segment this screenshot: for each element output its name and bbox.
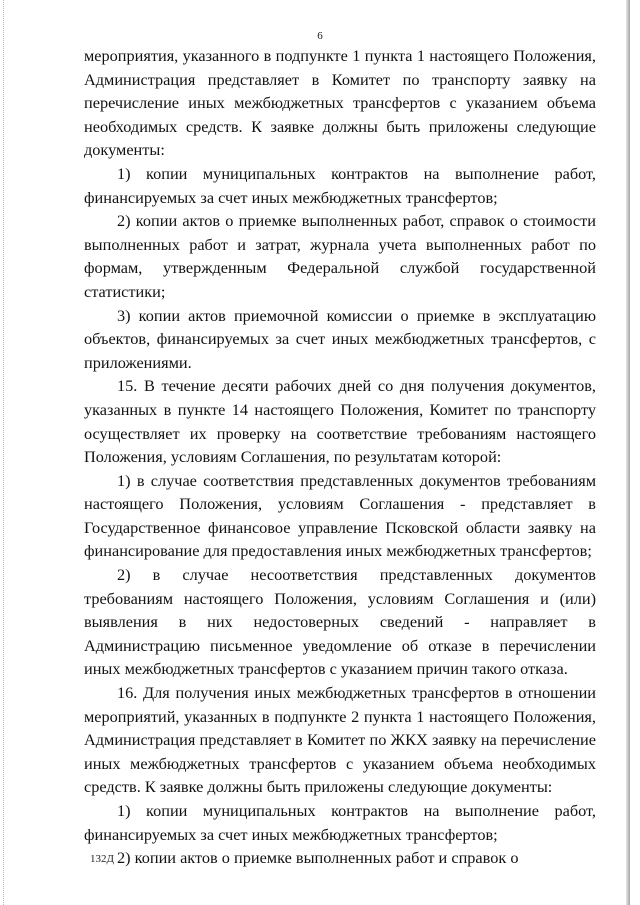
paragraph: мероприятия, указанного в подпункте 1 пункта 1 настоящего Положения, Администрация представляет в Комитет по транспорту заявку на перечисление иных межбюджетных трансфертов с указанием объема необходимых средств. К заявке должны быть приложены следующие документы:	[84, 46, 596, 160]
paragraph: 16. Для получения иных межбюджетных трансфертов в отношении мероприятий, указанных в подпункте 2 пункта 1 настоящего Положения, Администрация представляет в Комитет по ЖКХ заявку на перечисление иных межбюджетных трансфертов с указанием объема необходимых средств. К заявке должны быть приложены следующие документы:	[84, 683, 596, 797]
document-body	[84, 44, 596, 870]
paragraph: 2) в случае несоответствия представленных документов требованиям настоящего Положения, условиям Соглашения и (или) выявления в них недостоверных сведений - направляет в Администрацию письменное уведомление об отказе в перечислении иных межбюджетных трансфертов с указанием причин такого отказа.	[84, 565, 596, 679]
paragraph: 3) копии актов приемочной комиссии о приемке в эксплуатацию объектов, финансируемых за счет иных межбюджетных трансфертов, с приложениями.	[84, 305, 596, 372]
paragraph: 1) в случае соответствия представленных документов требованиям настоящего Положения, условиям Соглашения - представляет в Государственное финансовое управление Псковской области заявку на финансирование для предоставления иных межбюджетных трансфертов;	[84, 470, 596, 561]
page-number: 6	[317, 30, 323, 42]
scan-left-edge	[3, 0, 5, 905]
paragraph: 1) копии муниципальных контрактов на выполнение работ, финансируемых за счет иных межбюджетных трансфертов;	[84, 163, 596, 207]
paragraph: 2) копии актов о приемке выполненных работ и справок о	[117, 848, 519, 868]
paragraph: 1) копии муниципальных контрактов на выполнение работ, финансируемых за счет иных межбюджетных трансфертов;	[84, 801, 596, 844]
paragraph: 15. В течение десяти рабочих дней со дня получения документов, указанных в пункте 14 настоящего Положения, Комитет по транспорту осуществляет их проверку на соответствие требованиям настоящего Положения, условиям Соглашения, по результатам которой:	[84, 376, 596, 467]
paragraph: 2) копии актов о приемке выполненных работ, справок о стоимости выполненных работ и затрат, журнала учета выполненных работ по формам, утвержденным Федеральной службой государственной статистики;	[84, 211, 596, 301]
scan-right-edge	[626, 0, 630, 905]
document-code: 132Д	[90, 853, 115, 865]
